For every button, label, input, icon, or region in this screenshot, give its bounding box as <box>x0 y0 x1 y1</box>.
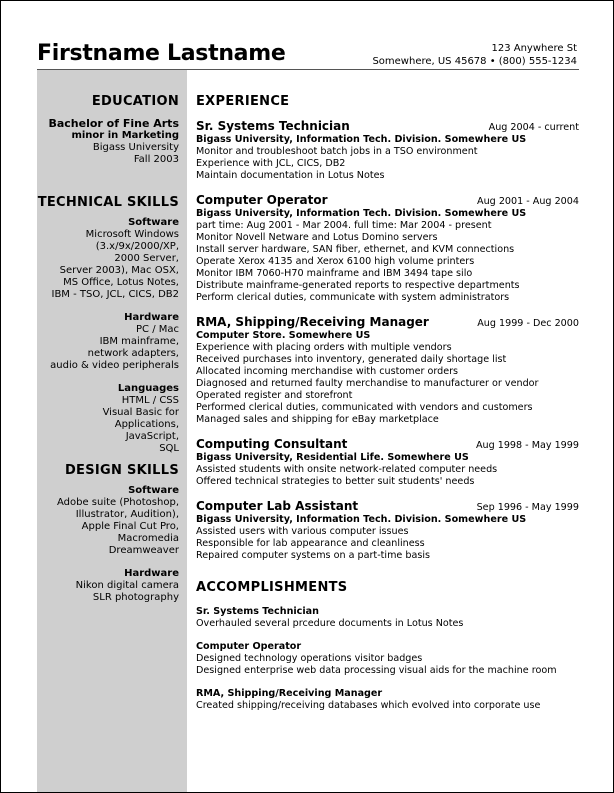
job-entry <box>196 194 579 304</box>
skill-line: Visual Basic for <box>102 407 179 418</box>
accomplishment-line: Designed technology operations visitor badges <box>196 653 423 664</box>
job-header <box>196 194 579 208</box>
accomplishment-line: Designed enterprise web data processing visual aids for the machine room <box>196 665 557 676</box>
job-duty: Install server hardware, SAN fiber, ethernet, and KVM connections <box>196 244 515 255</box>
job-duty: Performed clerical duties, communicated with vendors and customers <box>196 402 533 413</box>
skill-line: Server 2003), Mac OSX, <box>59 265 179 276</box>
skill-line: MS Office, Lotus Notes, <box>63 277 179 288</box>
job-entry <box>196 438 579 488</box>
minor: minor in Marketing <box>71 130 179 141</box>
job-duty: Experience with placing orders with multiple vendors <box>196 342 452 353</box>
experience-list <box>196 120 579 562</box>
job-title: Computer Operator <box>196 193 328 207</box>
job-organization: Bigass University, Information Tech. Division. Somewhere US <box>196 514 527 525</box>
design-skills-heading: DESIGN SKILLS <box>64 463 179 478</box>
job-organization: Bigass University, Information Tech. Division. Somewhere US <box>196 208 527 219</box>
skill-line: PC / Mac <box>136 324 179 335</box>
job-dates: Aug 1999 - Dec 2000 <box>477 318 579 329</box>
main-content <box>196 96 579 723</box>
skill-line: Adobe suite (Photoshop, <box>56 497 179 508</box>
job-duty: Maintain documentation in Lotus Notes <box>196 170 385 181</box>
experience-heading: EXPERIENCE <box>196 94 290 109</box>
job-duty: Assisted users with various computer issues <box>196 526 409 537</box>
skill-group-title: Software <box>128 217 179 228</box>
job-duty: Monitor IBM 7060-H70 mainframe and IBM 3494 tape silo <box>196 268 473 279</box>
skill-line: Illustrator, Audition), <box>75 509 179 520</box>
job-duty: Perform clerical duties, communicate with system administrators <box>196 292 510 303</box>
job-header <box>196 316 579 330</box>
job-header <box>196 438 579 452</box>
skill-line: (3.x/9x/2000/XP, <box>95 241 179 252</box>
city-phone-line: Somewhere, US 45678 • (800) 555-1234 <box>372 56 577 67</box>
education-section <box>37 96 179 166</box>
school: Bigass University <box>92 142 179 153</box>
education-heading: EDUCATION <box>91 94 179 109</box>
skill-line: Macromedia <box>117 533 179 544</box>
accomplishment-entry <box>196 606 579 630</box>
skill-group-title: Languages <box>117 383 179 394</box>
skill-line: Nikon digital camera <box>75 580 179 591</box>
accomplishment-title: Sr. Systems Technician <box>196 606 319 617</box>
degree: Bachelor of Fine Arts <box>48 117 179 130</box>
skill-group <box>37 312 179 372</box>
job-duty: Operated register and storefront <box>196 390 353 401</box>
job-duty: Monitor Novell Netware and Lotus Domino servers <box>196 232 438 243</box>
skill-line: HTML / CSS <box>121 395 179 406</box>
skill-line: audio & video peripherals <box>50 360 179 371</box>
design-skills-section <box>37 465 179 604</box>
technical-skills-heading: TECHNICAL SKILLS <box>37 195 179 210</box>
skill-line: SQL <box>159 443 179 454</box>
job-dates: Aug 2001 - Aug 2004 <box>477 196 579 207</box>
job-dates: Aug 1998 - May 1999 <box>475 440 579 451</box>
job-title: RMA, Shipping/Receiving Manager <box>196 315 429 329</box>
job-duty: Distribute mainframe-generated reports to respective departments <box>196 280 520 291</box>
job-title: Computer Lab Assistant <box>196 499 359 513</box>
skill-line: SLR photography <box>92 592 179 603</box>
skill-line: IBM - TSO, JCL, CICS, DB2 <box>51 289 179 300</box>
accomplishment-title: RMA, Shipping/Receiving Manager <box>196 688 383 699</box>
job-title: Sr. Systems Technician <box>196 119 350 133</box>
job-duty: part time: Aug 2001 - Mar 2004. full time: Mar 2004 - present <box>196 220 492 231</box>
job-duty: Assisted students with onsite network-related computer needs <box>196 464 498 475</box>
skill-group <box>37 383 179 455</box>
skill-group-title: Hardware <box>124 568 179 579</box>
job-organization: Bigass University, Residential Life. Somewhere US <box>196 452 469 463</box>
job-entry <box>196 500 579 562</box>
job-header <box>196 120 579 134</box>
job-organization: Bigass University, Information Tech. Division. Somewhere US <box>196 134 527 145</box>
job-duty: Operate Xerox 4135 and Xerox 6100 high volume printers <box>196 256 475 267</box>
accomplishments-list <box>196 606 579 712</box>
skill-line: Microsoft Windows <box>85 229 179 240</box>
job-duty: Diagnosed and returned faulty merchandise to manufacturer or vendor <box>196 378 539 389</box>
skill-group <box>37 217 179 301</box>
job-duty: Experience with JCL, CICS, DB2 <box>196 158 346 169</box>
job-organization: Computer Store. Somewhere US <box>196 330 371 341</box>
job-duty: Responsible for lab appearance and cleanliness <box>196 538 425 549</box>
job-duty: Allocated incoming merchandise with customer orders <box>196 366 459 377</box>
candidate-name: Firstname Lastname <box>37 41 286 66</box>
job-entry <box>196 316 579 426</box>
accomplishment-title: Computer Operator <box>196 641 302 652</box>
job-duty: Managed sales and shipping for eBay marketplace <box>196 414 439 425</box>
job-title: Computing Consultant <box>196 437 348 451</box>
job-header <box>196 500 579 514</box>
skill-line: Apple Final Cut Pro, <box>81 521 179 532</box>
accomplishment-entry <box>196 641 579 677</box>
term: Fall 2003 <box>133 154 179 165</box>
job-duty: Repaired computer systems on a part-time basis <box>196 550 431 561</box>
contact-info <box>372 42 577 68</box>
job-entry <box>196 120 579 182</box>
accomplishment-line: Created shipping/receiving databases which evolved into corporate use <box>196 700 541 711</box>
skill-line: Applications, <box>114 419 179 430</box>
job-dates: Sep 1996 - May 1999 <box>476 502 579 513</box>
skill-group <box>37 568 179 604</box>
technical-skills-section <box>37 197 179 455</box>
skill-group-title: Hardware <box>124 312 179 323</box>
job-duty: Offered technical strategies to better suit students' needs <box>196 476 475 487</box>
accomplishment-entry <box>196 688 579 712</box>
address-line: 123 Anywhere St <box>491 43 577 54</box>
sidebar-content <box>37 96 179 604</box>
job-duty: Received purchases into inventory, generated daily shortage list <box>196 354 507 365</box>
technical-skill-groups <box>37 217 179 455</box>
skill-group-title: Software <box>128 485 179 496</box>
accomplishments-heading: ACCOMPLISHMENTS <box>196 580 348 595</box>
accomplishment-line: Overhauled several prcedure documents in Lotus Notes <box>196 618 464 629</box>
design-skill-groups <box>37 485 179 604</box>
skill-line: 2000 Server, <box>114 253 179 264</box>
job-dates: Aug 2004 - current <box>488 122 579 133</box>
skill-line: Dreamweaver <box>108 545 179 556</box>
job-duty: Monitor and troubleshoot batch jobs in a TSO environment <box>196 146 478 157</box>
skill-line: JavaScript, <box>125 431 179 442</box>
skill-group <box>37 485 179 557</box>
skill-line: IBM mainframe, <box>99 336 179 347</box>
skill-line: network adapters, <box>87 348 179 359</box>
sidebar <box>37 70 187 792</box>
